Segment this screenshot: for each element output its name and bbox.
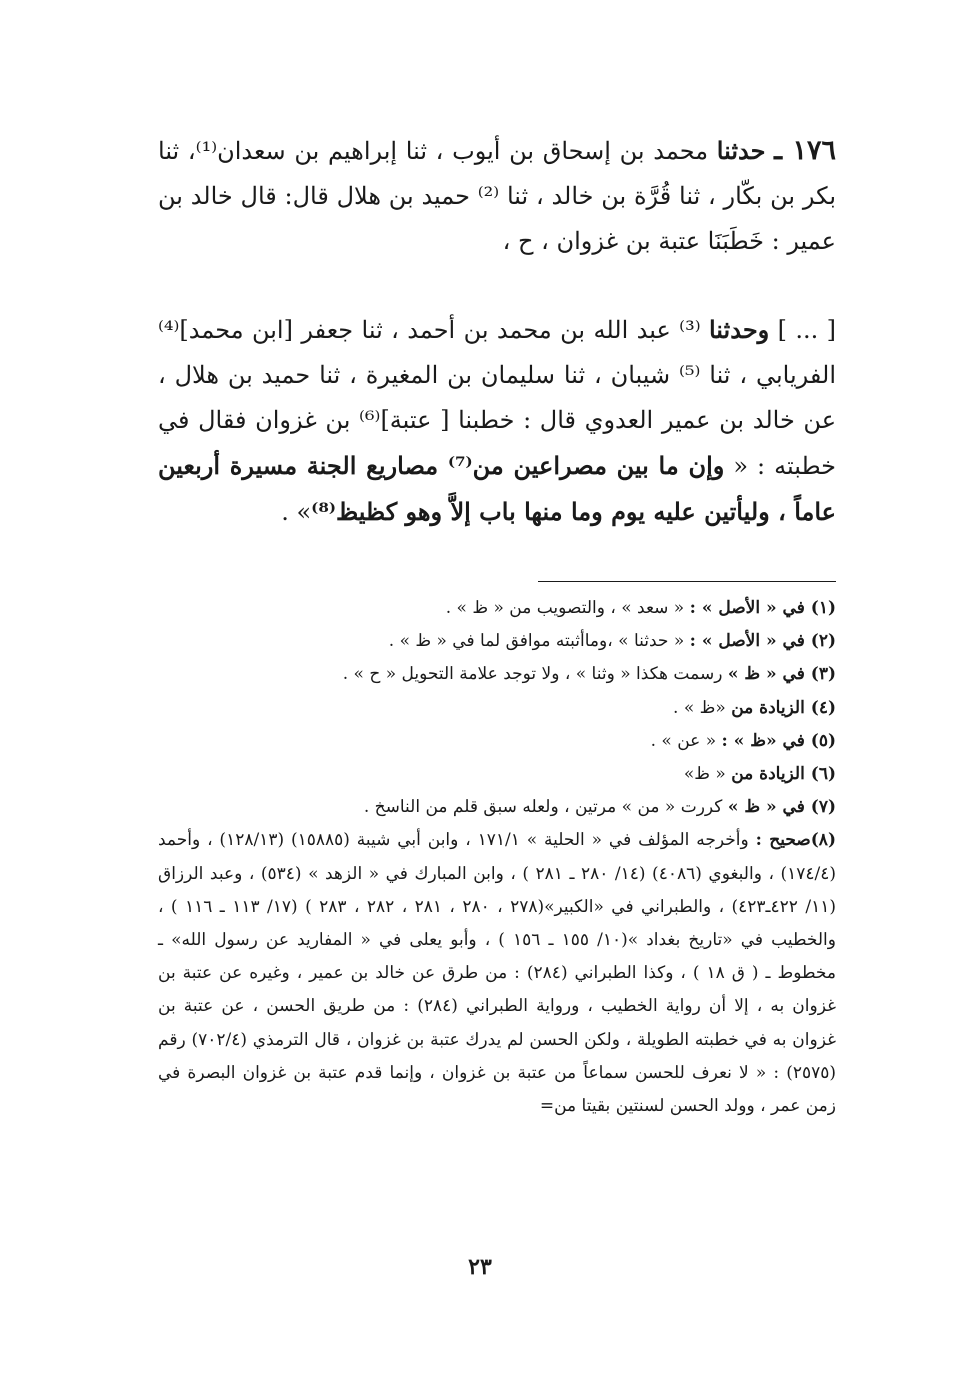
- footnote-label: (٤) الزيادة من: [731, 697, 836, 718]
- footnote-label: (٣) في « ظ »: [727, 664, 836, 685]
- hadith-lead-2: وحدثنا: [708, 315, 770, 344]
- page-number: ٢٣: [468, 1254, 492, 1280]
- bracket-omission: [ ... ]: [777, 316, 837, 344]
- footnote-label: (٨)صحيح :: [755, 830, 836, 851]
- footnote-item: [158, 625, 836, 658]
- footnote-label: (١) في « الأصل » :: [689, 598, 836, 618]
- hadith-number: ١٧٦ ـ: [774, 135, 836, 166]
- hadith-text: محمد بن إسحاق بن أيوب ، ثنا إبراهيم بن سعدان⁽¹⁾، ثنا بكر بن بكّار ، ثنا قُرَّة بن خالد ، ثنا ⁽²⁾ حميد بن هلال قال: قال خالد بن عمير : خَطَبَنَا عتبة بن غزوان ، ح ،: [158, 137, 837, 255]
- hadith-176b-paragraph: [158, 307, 836, 535]
- footnote-text: « ظ»: [683, 764, 726, 785]
- footnote-label: (٦) الزيادة من: [731, 764, 836, 785]
- footnote-separator: [538, 581, 836, 582]
- footnote-label: (٢) في « الأصل » :: [689, 631, 836, 652]
- footnote-item: [158, 791, 836, 824]
- footnote-item: [158, 692, 836, 725]
- footnote-item: [158, 725, 836, 758]
- hadith-lead: حدثنا: [716, 136, 766, 165]
- footnote-item: [158, 758, 836, 791]
- footnote-label: (٧) في « ظ »: [727, 797, 836, 818]
- hadith-176-paragraph: [158, 128, 836, 264]
- footnote-text: « سعد » ، والتصويب من « ظ » .: [445, 598, 685, 618]
- footnote-text: « عن » .: [650, 730, 717, 751]
- footnote-text: رسمت هكذا « وثنا » ، ولا توجد علامة التحويل « ح » .: [342, 664, 723, 685]
- hadith-matn: وإن ما بين مصراعين من⁽⁷⁾ مصاريع الجنة مسيرة أربعين عاماً ، وليأتين عليه يوم وما منها باب إلاَّ وهو كظيظ⁽⁸⁾: [158, 451, 836, 526]
- footnote-item: [158, 592, 836, 625]
- footnotes-list: [158, 592, 836, 1123]
- footnote-text: كررت « من » مرتين ، ولعله سبق قلم من الناسخ .: [363, 797, 723, 818]
- hadith-chain-text: ⁽³⁾ عبد الله بن محمد بن أحمد ، ثنا جعفر [ابن محمد]⁽⁴⁾ الفريابي ، ثنا ⁽⁵⁾ شيبان ، ثنا سليمان بن المغيرة ، ثنا حميد بن هلال ، عن خالد بن عمير العدوي قال : خطبنا [ عتبة]⁽⁶⁾ بن غزوان فقال في خطبته : «: [158, 316, 837, 480]
- hadith-close: » .: [281, 498, 312, 526]
- footnote-label: (٥) في «ظ » :: [721, 730, 836, 751]
- footnote-text: « حدثنا » ،وماأثبته موافق لما في « ظ » .: [388, 631, 685, 652]
- footnote-text: «ظ » .: [673, 697, 726, 718]
- footnote-item: [158, 658, 836, 691]
- footnote-item: [158, 824, 836, 1123]
- footnote-text: وأخرجه المؤلف في « الحلية » ١٧١/١ ، وابن أبي شيبة (١٥٨٨٥) (١٢٨/١٣) ، وأحمد (١٧٤/٤) ، والبغوي (٤٠٨٦) (١٤/ ٢٨٠ ـ ٢٨١ ) ، وابن المبارك في « الزهد » (٥٣٤) ، وعبد الرزاق (١١/ ٤٢٢ـ٤٢٣) ، والطبراني في «الكبير»(٢٧٨ ، ٢٨٠ ، ٢٨١ ، ٢٨٢ ، ٢٨٣ ) (١٧/ ١١٣ ـ ١١٦ ) ، والخطيب في «تاريخ بغداد »(١٠/ ١٥٥ ـ ١٥٦ ) ، وأبو يعلى في « المفاريد عن رسول الله» ـ مخطوط ـ ( ق ١٨ ) ، وكذا الطبراني (٢٨٤) : من طرق عن خالد بن عمير ، وغيره عن عتبة بن غزوان به ، إلا أن رواية الخطيب ، ورواية الطبراني (٢٨٤) : من طريق الحسن ، عن عتبة بن غزوان به في خطبته الطويلة ، ولكن الحسن لم يدرك عتبة بن غزوان ، قال الترمذي (٧٠٢/٤) رقم (٢٥٧٥) : « لا نعرف للحسن سماعاً من عتبة بن غزوان ، وإنما قدم عتبة بن غزوان البصرة في زمن عمر ، وولد الحسن لسنتين بقيتا من=: [158, 830, 836, 1117]
